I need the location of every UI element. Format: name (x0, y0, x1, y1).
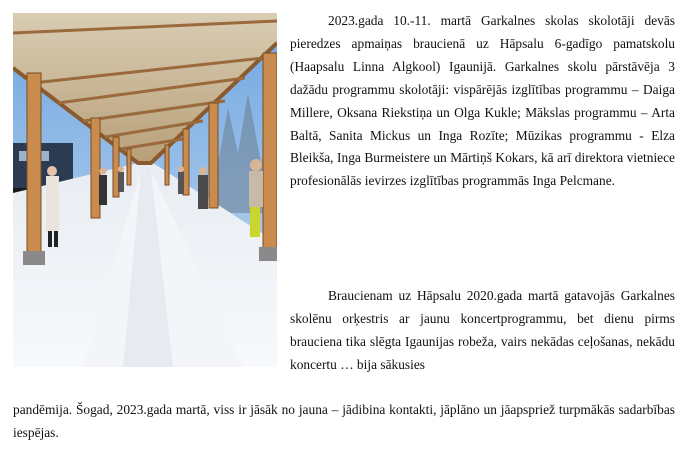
paragraph-2: Braucienam uz Hāpsalu 2020.gada martā gatavojās Garkalnes skolēnu orķestris ar jaunu koncertprogrammu, bet dienu pirms brauciena tika slēgta Igaunijas robeža, vairs nekādas ceļošanas, nekādu koncertu … bija sākusies (290, 288, 675, 372)
platform-photo (13, 13, 277, 367)
paragraph-3: pandēmija. Šogad, 2023.gada martā, viss ir jāsāk no jauna – jādibina kontakti, jāplāno un jāapspriež turpmākās sadarbības iespējas. (13, 402, 675, 440)
photo-platform-icon (13, 13, 277, 367)
paragraph-1: 2023.gada 10.-11. martā Garkalnes skolas skolotāji devās pieredzes apmaiņas braucienā uz Hāpsalu 6-gadīgo pamatskolu (Haapsalu Linna Algkool) Igaunijā. Garkalnes skolu pārstāvēja 3 dažādu programmu skolotāji: vispārējās izglītības programmu – Daiga Millere, Oksana Riekstiņa un Olga Kukle; Mākslas programmu – Arta Baltā, Sanita Mickus un Inga Rozīte; Mūzikas programmu - Elza Bleikša, Inga Burmeistere un Mārtiņš Kokars, kā arī direktora vietniece profesionālās ievirzes izglītības programmās Inga Pelcmane. (290, 13, 675, 189)
